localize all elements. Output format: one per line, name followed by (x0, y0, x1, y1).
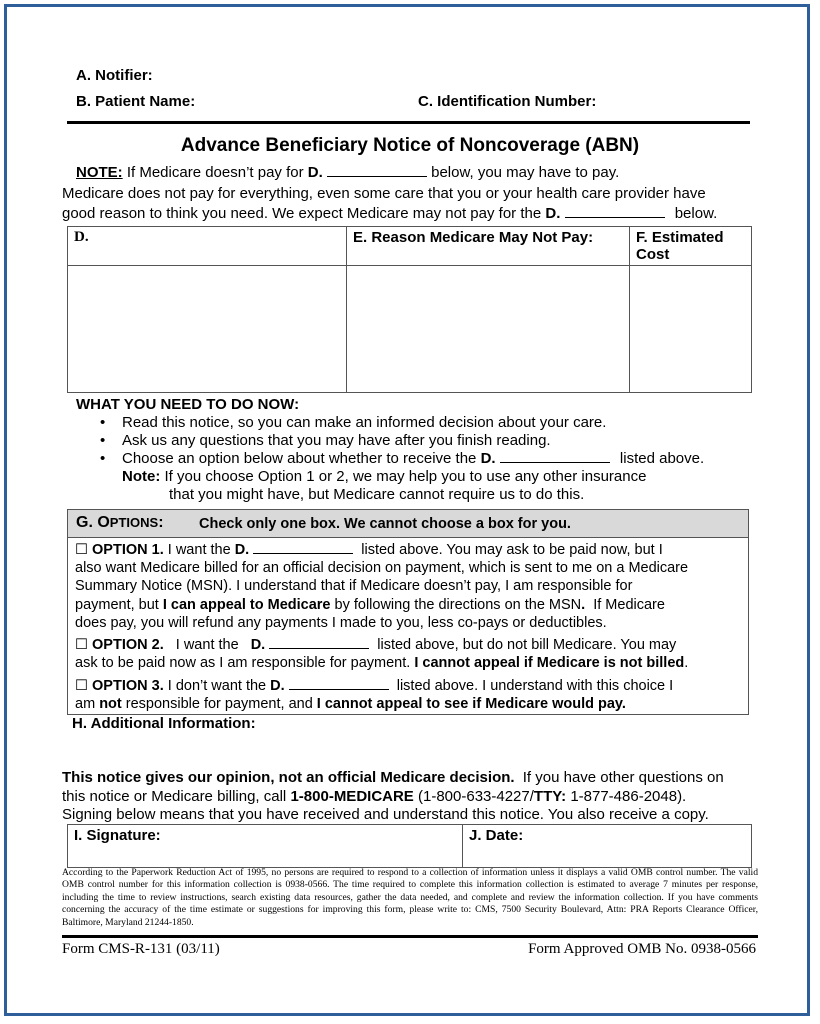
option-2-line-1 (75, 636, 676, 654)
option-3-l2-not: not (99, 696, 122, 712)
col-e-header: E. Reason Medicare May Not Pay: (347, 227, 630, 266)
option-3-blank[interactable] (289, 688, 389, 690)
option-2-l2-bold: I cannot appeal if Medicare is not billed (414, 655, 685, 671)
todo-note-text-1: If you choose Option 1 or 2, we may help you to use any other insurance (164, 468, 647, 485)
option-2-l2-post: . (684, 655, 689, 671)
opinion-l2-pre: this notice or Medicare billing, call (62, 788, 287, 805)
footer-rule (62, 935, 758, 938)
notifier-label: A. Notifier: (76, 67, 153, 84)
options-heading-small: PTIONS (109, 515, 159, 530)
col-f-header-line1: F. Estimated (636, 229, 724, 246)
col-d-header: D. (68, 227, 347, 266)
option-2-pre: I want the (175, 637, 239, 653)
opinion-l1-post: If you have other questions on (522, 769, 724, 786)
option-1-line-4 (75, 596, 665, 614)
header-rule (67, 121, 750, 124)
option-1-l4-mid: by following the directions on the MSN (334, 597, 582, 613)
opinion-l2-mid: (1-800-633-4227/ (418, 788, 534, 805)
option-3-post: listed above. I understand with this choice I (396, 678, 674, 694)
col-f-cell[interactable] (630, 266, 752, 393)
note-text-pre: If Medicare doesn’t pay for (126, 164, 304, 181)
col-e-cell[interactable] (347, 266, 630, 393)
opinion-bold: This notice gives our opinion, not an official Medicare decision. (62, 769, 515, 786)
option-3-l2-mid: responsible for payment, and (125, 696, 313, 712)
signature-label: I. Signature: (74, 827, 161, 844)
todo-bullet-3 (122, 450, 704, 468)
option-1-line-5: does pay, you will refund any payments I made to you, less co-pays or deductibles. (75, 615, 607, 631)
todo-note-label: Note: (122, 468, 161, 485)
option-2-d: D. (250, 637, 266, 653)
signature-table (67, 824, 752, 868)
todo-heading: WHAT YOU NEED TO DO NOW: (76, 396, 300, 413)
todo-note-line-2: that you might have, but Medicare cannot require us to do this. (169, 486, 585, 503)
form-title: Advance Beneficiary Notice of Noncoverage (ABN) (180, 135, 640, 156)
intro-line-2 (62, 205, 717, 223)
items-table (67, 226, 752, 393)
note-line (76, 164, 619, 182)
note-text-post: below, you may have to pay. (431, 164, 620, 181)
opinion-line-1 (62, 769, 724, 787)
options-heading (76, 513, 164, 533)
opinion-line-3: Signing below means that you have received and understand this notice. You also receive a copy. (62, 806, 709, 823)
option-3-l2-bold: I cannot appeal to see if Medicare would pay. (316, 696, 626, 712)
opinion-line-2 (62, 788, 686, 806)
option-2-blank[interactable] (269, 647, 369, 649)
date-label: J. Date: (469, 827, 524, 844)
option-2-label: OPTION 2. (92, 637, 164, 653)
option-1-label: OPTION 1. (92, 542, 164, 558)
option-3-checkbox[interactable]: ☐ (75, 678, 88, 694)
todo-blank[interactable] (500, 461, 610, 463)
option-2-line-2 (75, 654, 688, 672)
additional-information-label: H. Additional Information: (72, 715, 256, 732)
omb-number: Form Approved OMB No. 0938-0566 (528, 941, 756, 957)
option-1-checkbox[interactable]: ☐ (75, 542, 88, 558)
option-3-label: OPTION 3. (92, 678, 164, 694)
option-1-post: listed above. You may ask to be paid now, but I (361, 542, 663, 558)
note-blank[interactable] (327, 175, 427, 177)
option-1-line-2: also want Medicare billed for an official decision on payment, which is sent to me on a Medicare (75, 560, 689, 576)
intro-line-1: Medicare does not pay for everything, even some care that you or your health care provider have (62, 185, 706, 202)
todo-bullet-3-pre: Choose an option below about whether to receive the (122, 450, 477, 467)
options-heading-colon: : (158, 514, 164, 531)
intro-line-2-pre: good reason to think you need. We expect Medicare may not pay for the (62, 205, 542, 222)
option-3-d: D. (270, 678, 285, 694)
opinion-tty: TTY: (533, 788, 567, 805)
form-number: Form CMS-R-131 (03/11) (62, 941, 220, 957)
intro-d: D. (545, 205, 561, 222)
option-1-line-1 (75, 541, 663, 559)
opinion-l2-post: 1-877-486-2048). (570, 788, 687, 805)
paperwork-reduction-notice: According to the Paperwork Reduction Act of 1995, no persons are required to respond to a collection of information unless it displays a valid OMB control number. The valid OMB control number for this information collection is 0938-0566. The time required to complete this information collection is estimated to average 7 minutes per response, including the time to review instructions, search existing data resources, gather the data needed, and complete and review the information collection. If you have comments concerning the accuracy of the time estimate or suggestions for improving this form, please write to: CMS, 7500 Security Boulevard, Attn: PRA Reports Clearance Officer, Baltimore, Maryland 21244-1850. (62, 867, 758, 928)
signature-field[interactable] (68, 825, 463, 868)
option-1-blank[interactable] (253, 552, 353, 554)
options-instruction: Check only one box. We cannot choose a box for you. (199, 516, 571, 532)
col-f-header-line2: Cost (636, 246, 670, 263)
identification-number-label: C. Identification Number: (418, 93, 597, 110)
option-3-l2-pre: am (75, 696, 96, 712)
todo-note-line-1 (122, 468, 646, 486)
note-d: D. (307, 164, 323, 181)
todo-bullet-1: • Read this notice, so you can make an informed decision about your care. (122, 414, 606, 432)
option-1-l4-bold: I can appeal to Medicare (162, 597, 331, 613)
option-1-line-3: Summary Notice (MSN). I understand that if Medicare doesn’t pay, I am responsible for (75, 578, 633, 594)
option-2-post: listed above, but do not bill Medicare. You may (377, 637, 677, 653)
intro-line-2-post: below. (674, 205, 718, 222)
col-d-cell[interactable] (68, 266, 347, 393)
options-heading-g: G. O (76, 514, 110, 531)
option-1-pre: I want the (167, 542, 231, 558)
option-1-l4-post: If Medicare (593, 597, 665, 613)
todo-bullet-3-post: listed above. (619, 450, 705, 467)
todo-bullet-2: • Ask us any questions that you may have after you finish reading. (122, 432, 551, 450)
option-1-d: D. (234, 542, 250, 558)
option-1-l4-dot: . (581, 597, 586, 613)
note-label: NOTE: (76, 164, 123, 181)
intro-blank[interactable] (565, 216, 665, 218)
todo-bullet-3-d: D. (480, 450, 496, 467)
option-2-checkbox[interactable]: ☐ (75, 637, 88, 653)
opinion-phone: 1-800-MEDICARE (290, 788, 414, 805)
option-3-line-2 (75, 695, 626, 713)
date-field[interactable] (463, 825, 752, 868)
options-header (68, 510, 748, 538)
option-3-pre: I don’t want the (167, 678, 267, 694)
option-1-l4-pre: payment, but (75, 597, 159, 613)
col-f-header (630, 227, 752, 266)
patient-name-label: B. Patient Name: (76, 93, 196, 110)
option-2-l2-pre: ask to be paid now as I am responsible for payment. (75, 655, 411, 671)
option-3-line-1 (75, 677, 673, 695)
